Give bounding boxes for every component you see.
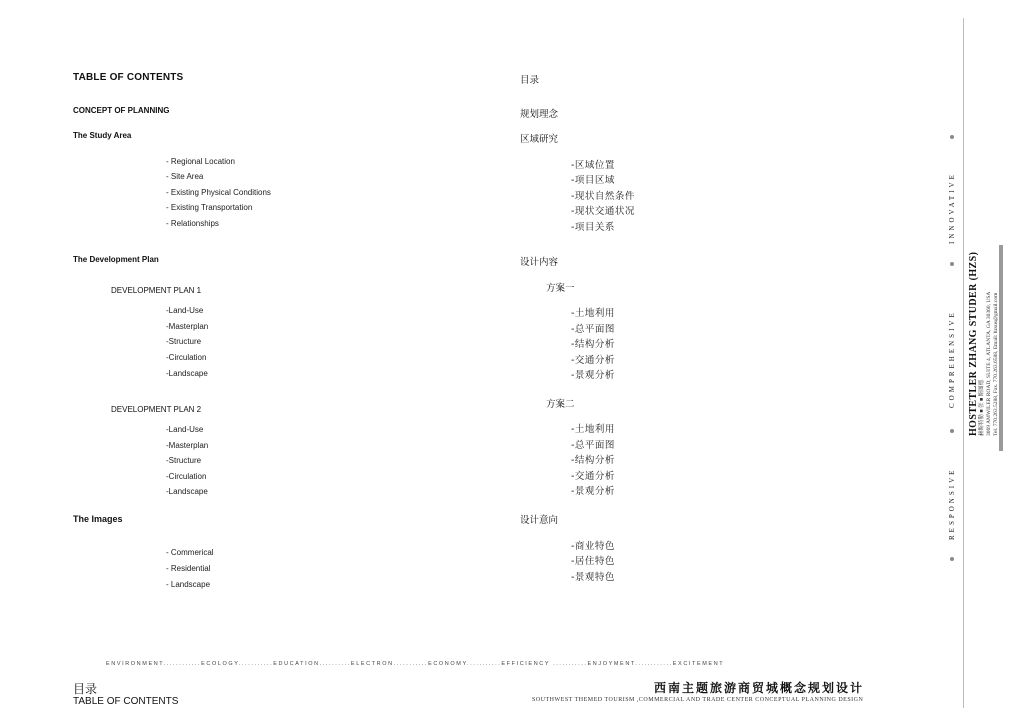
plan2-item-cn: -景观分析 [571, 486, 615, 497]
company-name-cn: 赫斯特勒 ■ 张 ■ 斯图德 [979, 379, 985, 436]
images-item: - Residential [166, 564, 211, 573]
plan1-item-cn: -总平面图 [571, 324, 615, 335]
study-item-cn: -项目关系 [571, 222, 615, 233]
plan2-item: -Structure [166, 456, 202, 465]
plan1-item-cn: -交通分析 [571, 355, 615, 366]
sidebar-divider [963, 18, 964, 708]
plan1-item: -Structure [166, 337, 202, 346]
study-item-cn: -现状交通状况 [571, 206, 635, 217]
company-contact: Tel. 770.263.5288, Fax. 770.263.6588, Email: hzsus@gmail.com [993, 292, 999, 436]
concept-heading-cn: 规划理念 [520, 109, 559, 120]
footer-title-en: TABLE OF CONTENTS [73, 696, 179, 707]
company-block [968, 252, 1000, 436]
sidebar-word-innovative: INNOVATIVE [948, 172, 956, 244]
plan1-item-cn: -土地利用 [571, 308, 615, 319]
plan1-item: -Landscape [166, 369, 208, 378]
study-item: - Site Area [166, 172, 204, 181]
study-item-cn: -区域位置 [571, 160, 615, 171]
concept-heading: CONCEPT OF PLANNING [73, 106, 170, 115]
footer-title-cn: 目录 [73, 682, 98, 696]
plan1-item: -Circulation [166, 353, 207, 362]
company-name: HOSTETLER ZHANG STUDER (HZS) [968, 251, 979, 436]
project-title-cn: 西南主题旅游商贸城概念规划设计 [654, 681, 865, 695]
company-address: 3069 AMWILER ROAD, SUITE 4, ATLANTA, GA 30360, USA [986, 291, 992, 436]
development-heading: The Development Plan [73, 255, 159, 264]
plan1-heading: DEVELOPMENT PLAN 1 [111, 286, 202, 295]
bullet-dot [950, 429, 954, 433]
study-item-cn: -现状自然条件 [571, 191, 635, 202]
study-item: - Existing Physical Conditions [166, 188, 271, 197]
plan2-item-cn: -交通分析 [571, 471, 615, 482]
sidebar-word-comprehensive: COMPREHENSIVE [948, 310, 956, 408]
study-area-heading-cn: 区域研究 [520, 134, 559, 145]
plan2-item-cn: -结构分析 [571, 455, 615, 466]
plan1-item: -Land-Use [166, 306, 204, 315]
development-heading-cn: 设计内容 [520, 257, 559, 268]
study-item-cn: -项目区域 [571, 175, 615, 186]
study-item: - Relationships [166, 219, 219, 228]
toc-title-cn: 目录 [520, 75, 540, 86]
study-item: - Existing Transportation [166, 203, 253, 212]
plan1-item-cn: -景观分析 [571, 370, 615, 381]
plan1-heading-cn: 方案一 [546, 283, 575, 294]
images-item-cn: -景观特色 [571, 572, 615, 583]
plan2-item-cn: -土地利用 [571, 424, 615, 435]
images-item: - Landscape [166, 580, 211, 589]
plan1-item-cn: -结构分析 [571, 339, 615, 350]
images-heading: The Images [73, 514, 123, 524]
project-title-en: SOUTHWEST THEMED TOURISM ,COMMERCIAL AND TRADE CENTER CONCEPTUAL PLANNING DESIGN [532, 697, 864, 703]
footer-keywords: ENVIRONMENT............ECOLOGY...........EDUCATION..........ELECTRON...........ECONOMY...........EFFICIENCY ...........ENJOYMENT............EXCITEMENT [106, 661, 725, 667]
images-heading-cn: 设计意向 [520, 515, 559, 526]
bullet-dot [950, 135, 954, 139]
plan2-item-cn: -总平面图 [571, 440, 615, 451]
plan2-heading-cn: 方案二 [546, 399, 575, 410]
plan1-item: -Masterplan [166, 322, 209, 331]
images-item-cn: -居住特色 [571, 556, 615, 567]
plan2-item: -Masterplan [166, 441, 209, 450]
study-item: - Regional Location [166, 157, 235, 166]
sidebar-word-responsive: RESPONSIVE [948, 467, 956, 540]
bullet-dot [950, 262, 954, 266]
plan2-item: -Landscape [166, 487, 208, 496]
sidebar-accent-bar [999, 245, 1003, 451]
plan2-item: -Circulation [166, 472, 207, 481]
plan2-heading: DEVELOPMENT PLAN 2 [111, 405, 202, 414]
images-item: - Commerical [166, 548, 214, 557]
study-area-heading: The Study Area [73, 131, 132, 140]
plan2-item: -Land-Use [166, 425, 204, 434]
bullet-dot [950, 557, 954, 561]
toc-title: TABLE OF CONTENTS [73, 72, 184, 83]
images-item-cn: -商业特色 [571, 541, 615, 552]
